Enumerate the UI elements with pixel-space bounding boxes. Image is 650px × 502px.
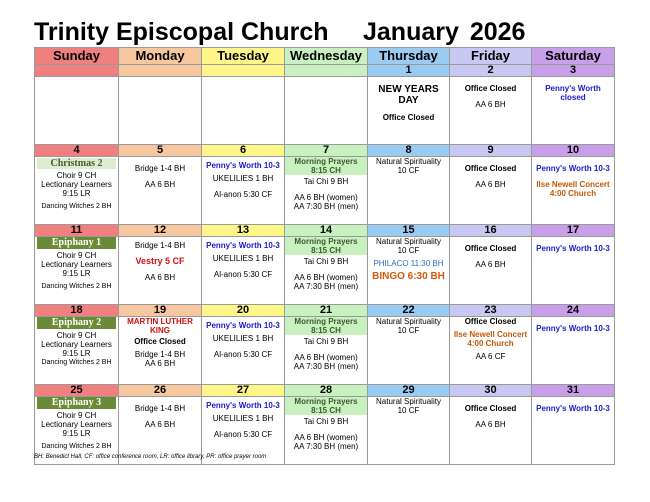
event-choir: Choir 9 CH	[56, 411, 97, 420]
event-aa: AA 6 BH	[475, 420, 506, 429]
event-choir: Choir 9 CH	[56, 171, 97, 180]
event-ukelilies: UKELILIES 1 BH	[212, 254, 274, 263]
event-bridge: Bridge 1-4 BH	[134, 241, 186, 250]
date-row-week4	[35, 305, 615, 317]
event-tai-chi: Tai Chi 9 BH	[303, 337, 349, 346]
day-cell-jan-5	[119, 157, 202, 225]
event-aa-men: AA 7:30 BH (men)	[293, 362, 359, 371]
event-aa: AA 6 BH	[475, 100, 506, 109]
day-cell-jan-1	[368, 77, 450, 145]
event-lectionary-time: 9:15 LR	[62, 349, 91, 358]
day-cell-jan-2	[450, 77, 532, 145]
date-number: 26	[119, 385, 202, 397]
event-concert: Ilse Newell Concert	[453, 330, 528, 339]
date-number: 30	[450, 385, 532, 397]
event-bridge: Bridge 1-4 BH	[134, 350, 186, 359]
day-cell-jan-31	[532, 397, 615, 465]
event-dancing-witches: Dancing Witches 2 BH	[41, 283, 112, 290]
event-choir: Choir 9 CH	[56, 251, 97, 260]
event-pennys-worth: Penny's Worth 10-3	[206, 161, 280, 170]
day-cell-jan-24	[532, 317, 615, 385]
event-natural-spirituality: Natural Spirituality	[376, 237, 441, 246]
header-wednesday: Wednesday	[285, 48, 368, 65]
event-pennys-worth: Penny's Worth 10-3	[536, 324, 610, 333]
event-bingo: BINGO 6:30 BH	[372, 271, 445, 282]
church-name: Trinity Episcopal Church	[34, 18, 329, 46]
office-closed-label: Office Closed	[134, 337, 186, 346]
event-aa: AA 6 BH	[144, 359, 176, 368]
event-natural-spirituality-room: 10 CF	[397, 166, 420, 175]
event-morning-prayers: Morning Prayers 8:15 CH	[285, 397, 367, 415]
day-cell-jan-13	[202, 237, 285, 305]
event-ukelilies: UKELILIES 1 BH	[212, 414, 274, 423]
day-cell-jan-3	[532, 77, 615, 145]
event-tai-chi: Tai Chi 9 BH	[303, 177, 349, 186]
date-number: 7	[285, 145, 368, 157]
event-aa-women: AA 6 BH (women)	[294, 353, 358, 362]
date-number: 16	[450, 225, 532, 237]
day-cell-jan-18	[35, 317, 119, 385]
header-friday: Friday	[450, 48, 532, 65]
date-number: 12	[119, 225, 202, 237]
day-cell-jan-15	[368, 237, 450, 305]
date-number: 28	[285, 385, 368, 397]
date-number: 8	[368, 145, 450, 157]
header-tuesday: Tuesday	[202, 48, 285, 65]
date-number: 23	[450, 305, 532, 317]
day-cell-jan-6	[202, 157, 285, 225]
office-closed-label: Office Closed	[464, 164, 517, 173]
event-lectionary-time: 9:15 LR	[62, 189, 91, 198]
event-aa-women: AA 6 BH (women)	[294, 273, 358, 282]
event-aa: AA 6 BH	[475, 180, 506, 189]
event-morning-prayers: Morning Prayers 8:15 CH	[285, 157, 367, 175]
event-alanon: Al-anon 5:30 CF	[213, 430, 273, 439]
event-tai-chi: Tai Chi 9 BH	[303, 257, 349, 266]
holiday-label: NEW YEARS DAY	[378, 84, 439, 106]
date-number: 22	[368, 305, 450, 317]
office-closed-label: Office Closed	[464, 404, 517, 413]
event-concert-time: 4:00 Church	[549, 189, 597, 198]
date-number: 21	[285, 305, 368, 317]
day-cell-jan-9	[450, 157, 532, 225]
day-cell-empty	[35, 77, 119, 145]
date-number: 13	[202, 225, 285, 237]
date-number: 10	[532, 145, 615, 157]
event-ukelilies: UKELILIES 1 BH	[212, 334, 274, 343]
event-dancing-witches: Dancing Witches 2 BH	[41, 359, 112, 366]
date-number: 29	[368, 385, 450, 397]
event-lectionary-time: 9:15 LR	[62, 269, 91, 278]
day-cell-jan-11	[35, 237, 119, 305]
date-number: 3	[532, 65, 615, 77]
day-cell-jan-4	[35, 157, 119, 225]
event-aa-women: AA 6 BH (women)	[294, 433, 358, 442]
event-aa: AA 6 BH	[144, 180, 176, 189]
liturgical-feast-label: Epiphany 1	[37, 237, 116, 249]
event-pennys-worth: Penny's Worth 10-3	[206, 241, 280, 250]
office-closed-label: Office Closed	[464, 244, 517, 253]
day-cell-empty	[119, 77, 202, 145]
event-lectionary: Lectionary Learners	[41, 180, 112, 189]
day-cell-jan-23	[450, 317, 532, 385]
day-cell-jan-10	[532, 157, 615, 225]
date-number: 18	[35, 305, 119, 317]
event-pennys-worth: Penny's Worth 10-3	[206, 321, 280, 330]
event-dancing-witches: Dancing Witches 2 BH	[41, 203, 112, 210]
event-pennys-worth: Penny's Worth 10-3	[536, 404, 610, 413]
date-number: 1	[368, 65, 450, 77]
date-number: 11	[35, 225, 119, 237]
event-alanon: Al-anon 5:30 CF	[213, 270, 273, 279]
header-sunday: Sunday	[35, 48, 119, 65]
event-lectionary: Lectionary Learners	[41, 340, 112, 349]
event-aa-men: AA 7:30 BH (men)	[293, 202, 359, 211]
event-aa-women: AA 6 BH (women)	[294, 193, 358, 202]
header-thursday: Thursday	[368, 48, 450, 65]
event-aa: AA 6 CF	[475, 352, 506, 361]
day-cell-jan-14	[285, 237, 368, 305]
day-cell-jan-16	[450, 237, 532, 305]
month-year: January 2026	[363, 18, 526, 46]
event-natural-spirituality: Natural Spirituality	[376, 317, 441, 326]
event-concert-time: 4:00 Church	[467, 339, 514, 348]
event-lectionary: Lectionary Learners	[41, 260, 112, 269]
event-pennys-worth: Penny's Worth 10-3	[206, 401, 280, 410]
event-pennys-worth: Penny's Worth 10-3	[536, 244, 610, 253]
event-alanon: Al-anon 5:30 CF	[213, 190, 273, 199]
date-number: 27	[202, 385, 285, 397]
date-row-week2	[35, 145, 615, 157]
header-monday: Monday	[119, 48, 202, 65]
date-row-week5	[35, 385, 615, 397]
event-choir: Choir 9 CH	[56, 331, 97, 340]
date-number: 17	[532, 225, 615, 237]
date-number: 19	[119, 305, 202, 317]
date-number: 5	[119, 145, 202, 157]
event-dancing-witches: Dancing Witches 2 BH	[41, 443, 112, 450]
event-pennys-worth: Penny's Worth 10-3	[536, 164, 610, 173]
liturgical-feast-label: Epiphany 3	[37, 397, 116, 409]
date-number: 31	[532, 385, 615, 397]
date-number: 24	[532, 305, 615, 317]
event-natural-spirituality-room: 10 CF	[397, 246, 420, 255]
day-cell-jan-8	[368, 157, 450, 225]
event-aa-men: AA 7:30 BH (men)	[293, 442, 359, 451]
date-number	[119, 65, 202, 77]
date-number: 15	[368, 225, 450, 237]
events-row-week3	[35, 237, 615, 305]
event-natural-spirituality: Natural Spirituality	[376, 157, 441, 166]
date-number: 14	[285, 225, 368, 237]
event-tai-chi: Tai Chi 9 BH	[303, 417, 349, 426]
liturgical-feast-label: Epiphany 2	[37, 317, 116, 329]
day-cell-jan-12	[119, 237, 202, 305]
day-cell-empty	[202, 77, 285, 145]
calendar-grid	[34, 47, 615, 465]
event-aa-men: AA 7:30 BH (men)	[293, 282, 359, 291]
office-closed-label: Office Closed	[464, 317, 517, 326]
day-cell-jan-22	[368, 317, 450, 385]
header-saturday: Saturday	[532, 48, 615, 65]
event-natural-spirituality-room: 10 CF	[397, 406, 420, 415]
event-alanon: Al-anon 5:30 CF	[213, 350, 273, 359]
event-lectionary: Lectionary Learners	[41, 420, 112, 429]
date-number: 9	[450, 145, 532, 157]
day-cell-jan-20	[202, 317, 285, 385]
event-aa: AA 6 BH	[144, 273, 176, 282]
event-pennys-worth: Penny's Worth closed	[545, 84, 601, 102]
events-row-week2	[35, 157, 615, 225]
event-ukelilies: UKELILIES 1 BH	[212, 174, 274, 183]
day-cell-jan-19	[119, 317, 202, 385]
day-cell-jan-30	[450, 397, 532, 465]
event-philaco: PHILACO 11:30 BH	[373, 259, 444, 268]
calendar-title	[34, 18, 624, 48]
date-row-week3	[35, 225, 615, 237]
liturgical-feast-label: Christmas 2	[37, 158, 116, 169]
day-cell-jan-21	[285, 317, 368, 385]
office-closed-label: Office Closed	[382, 113, 435, 122]
event-morning-prayers: Morning Prayers 8:15 CH	[285, 237, 367, 255]
event-concert: Ilse Newell Concert	[536, 180, 610, 189]
date-number: 25	[35, 385, 119, 397]
event-morning-prayers: Morning Prayers 8:15 CH	[285, 317, 367, 335]
event-bridge: Bridge 1-4 BH	[134, 164, 186, 173]
date-number: 20	[202, 305, 285, 317]
event-lectionary-time: 9:15 LR	[62, 429, 91, 438]
event-bridge: Bridge 1-4 BH	[134, 404, 186, 413]
office-closed-label: Office Closed	[464, 84, 517, 93]
date-number	[285, 65, 368, 77]
holiday-label-line2: KING	[150, 326, 170, 335]
events-row-week4	[35, 317, 615, 385]
holiday-label: MARTIN LUTHER	[127, 317, 193, 326]
event-natural-spirituality-room: 10 CF	[397, 326, 420, 335]
date-number: 6	[202, 145, 285, 157]
day-cell-empty	[285, 77, 368, 145]
date-number	[202, 65, 285, 77]
weekday-header-row	[35, 48, 615, 65]
day-cell-jan-17	[532, 237, 615, 305]
date-number: 4	[35, 145, 119, 157]
date-row-week1	[35, 65, 615, 77]
day-cell-jan-7	[285, 157, 368, 225]
event-aa: AA 6 BH	[475, 260, 506, 269]
event-aa: AA 6 BH	[144, 420, 176, 429]
day-cell-jan-28	[285, 397, 368, 465]
event-natural-spirituality: Natural Spirituality	[376, 397, 441, 406]
room-legend-footnote: BH: Benedict Hall, CF: office conference room, LR: office library, PR: office prayer room	[34, 454, 267, 460]
date-number	[35, 65, 119, 77]
date-number: 2	[450, 65, 532, 77]
event-vestry: Vestry 5 CF	[135, 256, 185, 266]
day-cell-jan-29	[368, 397, 450, 465]
events-row-week1	[35, 77, 615, 145]
